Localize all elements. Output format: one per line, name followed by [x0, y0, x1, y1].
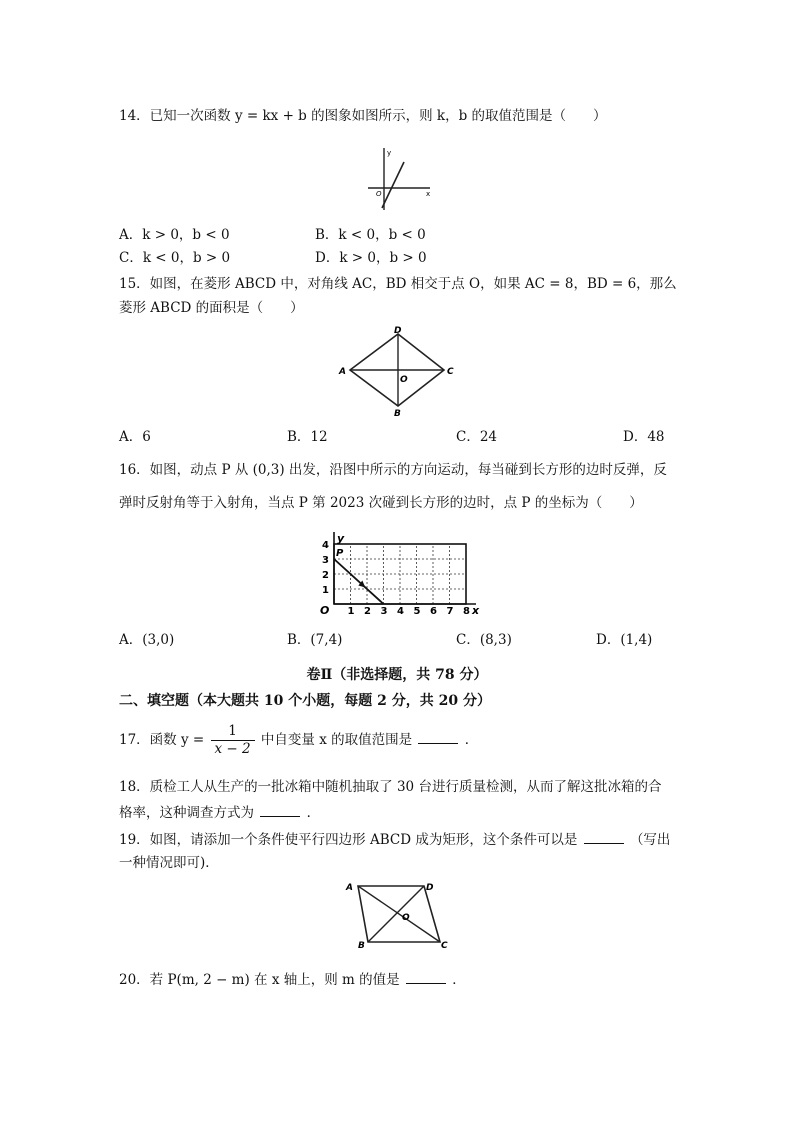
q14-y-label: y [387, 149, 392, 157]
q15-label-c: C [447, 367, 454, 377]
q15-label-b: B [394, 409, 401, 419]
x-tick-label: 7 [446, 606, 454, 617]
q18-line1: 18．质检工人从生产的一批冰箱中随机抽取了 30 台进行质量检测，从而了解这批冰箱的合 [119, 779, 662, 795]
q17-prefix: 17．函数 y = [119, 732, 205, 748]
p-path-line [334, 559, 384, 604]
q18-line2 [119, 802, 320, 823]
x-tick-label: 5 [413, 606, 421, 617]
y-tick-label: 1 [322, 585, 329, 596]
y-tick-label: 4 [322, 540, 329, 551]
point-p-label: P [336, 548, 344, 559]
q14-option-a[interactable]: A．k > 0，b < 0 [119, 227, 230, 243]
y-tick-label: 2 [322, 570, 329, 581]
x-tick-label: 8 [463, 606, 470, 617]
q17-suffix: 中自变量 x 的取值范围是 [260, 732, 413, 748]
q15-option-b[interactable]: B．12 [287, 429, 328, 445]
q16-grid-figure [314, 518, 480, 617]
q15-option-c[interactable]: C．24 [456, 429, 498, 445]
q19-label-o: O [402, 913, 410, 923]
q19-label-a: A [346, 883, 353, 893]
x-tick-label: 4 [397, 606, 404, 617]
q20-prefix: 20．若 P(m, 2 − m) 在 x 轴上，则 m 的值是 [119, 972, 400, 988]
q17-denominator: x − 2 [214, 741, 251, 757]
q16-option-b[interactable]: B．(7,4) [287, 632, 343, 648]
q14-figure [362, 146, 434, 212]
q19-prefix: 19．如图，请添加一个条件使平行四边形 ABCD 成为矩形，这个条件可以是 [119, 832, 578, 848]
q17-line [119, 722, 478, 758]
q16-option-c[interactable]: C．(8,3) [456, 632, 512, 648]
q17-answer-blank[interactable] [418, 729, 458, 744]
q15-option-a[interactable]: A．6 [119, 429, 151, 445]
q18-prefix: 格率，这种调查方式为 [119, 805, 254, 821]
q16-option-d[interactable]: D．(1,4) [596, 632, 653, 648]
q15-line2: 菱形 ABCD 的面积是（ ） [119, 300, 304, 316]
q14-option-c[interactable]: C．k < 0，b > 0 [119, 250, 231, 266]
q19-line1 [119, 829, 670, 850]
q17-end: ． [464, 732, 479, 748]
q15-label-o: O [400, 375, 408, 385]
section2-heading: 二、填空题（本大题共 10 个小题，每题 2 分，共 20 分） [119, 693, 491, 709]
q16-line2: 弹时反射角等于入射角，当点 P 第 2023 次碰到长方形的边时，点 P 的坐标为（ ） [119, 495, 643, 511]
x-tick-label: 3 [380, 606, 388, 617]
part2-title: 卷Ⅱ（非选择题，共 78 分） [306, 667, 488, 683]
q20-line [119, 969, 466, 990]
q15-rhombus-figure [336, 326, 460, 418]
q15-label-d: D [394, 326, 402, 336]
x-tick-label: 6 [430, 606, 437, 617]
q18-answer-blank[interactable] [260, 802, 300, 817]
q19-suffix: （写出 [629, 832, 671, 848]
q20-end: ． [452, 972, 466, 988]
y-tick-label: 3 [322, 555, 329, 566]
q20-answer-blank[interactable] [406, 969, 446, 984]
q15-label-a: A [339, 367, 346, 377]
q18-end: ． [306, 805, 321, 821]
q19-answer-blank[interactable] [584, 829, 624, 844]
y-axis-label: y [337, 532, 345, 545]
q17-fraction [211, 723, 255, 758]
q16-line1: 16．如图，动点 P 从 (0,3) 出发，沿图中所示的方向运动，每当碰到长方形的边时反弹，反 [119, 462, 667, 478]
x-axis-label: x [472, 604, 480, 617]
q14-x-label: x [426, 190, 431, 198]
q19-label-c: C [441, 941, 448, 951]
x-tick-label: 2 [364, 606, 371, 617]
q14-o-label: O [376, 190, 382, 198]
q19-label-d: D [426, 883, 434, 893]
q19-parallelogram-figure [338, 878, 454, 950]
origin-label: O [320, 604, 330, 617]
q15-option-d[interactable]: D．48 [623, 429, 665, 445]
q14-option-b[interactable]: B．k < 0，b < 0 [315, 227, 426, 243]
q17-numerator: 1 [211, 723, 255, 741]
q14-text: 14．已知一次函数 y = kx + b 的图象如图所示，则 k，b 的取值范围是（ ） [119, 108, 607, 124]
q16-option-a[interactable]: A．(3,0) [119, 632, 175, 648]
q19-line2: 一种情况即可)． [119, 855, 219, 871]
q14-option-d[interactable]: D．k > 0，b > 0 [315, 250, 427, 266]
q15-line1: 15．如图，在菱形 ABCD 中，对角线 AC，BD 相交于点 O，如果 AC = 8，BD = 6，那么 [119, 276, 677, 292]
x-tick-label: 1 [347, 606, 355, 617]
q19-label-b: B [358, 941, 365, 951]
